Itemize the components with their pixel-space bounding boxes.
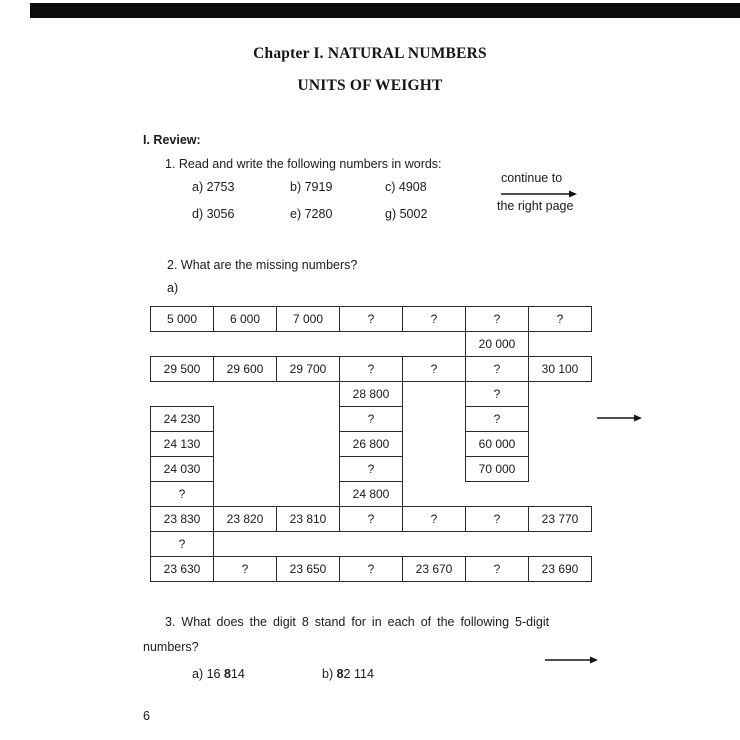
table-cell: 23 670 [403,557,466,582]
task2-label: 2. What are the missing numbers? [167,258,358,272]
section-title: UNITS OF WEIGHT [297,77,443,94]
table-cell-empty [277,382,340,407]
table-cell-empty [277,407,340,432]
table-cell: ? [466,307,529,332]
table-cell: 6 000 [214,307,277,332]
task1-label: 1. Read and write the following numbers in words: [165,157,442,171]
task1-item-d: d) 3056 [192,207,235,221]
table-row [151,457,592,482]
task3-item-a [192,666,245,682]
table-cell-empty [403,407,466,432]
right-arrow-icon [597,412,643,424]
task3-line1: 3. What does the digit 8 stand for in each of the following 5-digit [165,615,550,629]
table-cell-empty [151,382,214,407]
item-a-prefix: a) 16 [192,667,224,681]
table-cell-empty [529,457,592,482]
table-cell: 70 000 [466,457,529,482]
table-cell-empty [214,407,277,432]
item-b-prefix: b) [322,667,337,681]
review-heading: I. Review: [143,133,201,147]
table-cell-empty [277,332,340,357]
table-cell-empty [403,332,466,357]
table-row [151,382,592,407]
item-b-suffix: 2 114 [343,667,374,681]
table-cell: 29 600 [214,357,277,382]
table-cell-empty [529,407,592,432]
table-row [151,332,592,357]
missing-numbers-table [150,306,592,582]
table-cell: 26 800 [340,432,403,457]
task1-item-g: g) 5002 [385,207,428,221]
table-cell-empty [214,532,277,557]
margin-note-line2: the right page [497,199,574,213]
table-cell: 24 230 [151,407,214,432]
table-cell: ? [466,357,529,382]
table-cell: 7 000 [277,307,340,332]
table-cell: ? [466,382,529,407]
task1-item-b: b) 7919 [290,180,333,194]
table-cell: 20 000 [466,332,529,357]
table-cell: ? [340,507,403,532]
item-a-bold-digit: 8 [223,667,231,681]
table-cell: ? [340,307,403,332]
table-cell-empty [529,432,592,457]
table-cell: 29 500 [151,357,214,382]
table-cell: ? [340,407,403,432]
table-cell: ? [403,307,466,332]
table-cell: ? [466,407,529,432]
table-cell-empty [529,332,592,357]
table-cell: ? [340,357,403,382]
table-cell: ? [340,557,403,582]
table-cell: ? [403,357,466,382]
table-row [151,357,592,382]
table-cell: ? [403,507,466,532]
table-row [151,482,592,507]
table-row [151,432,592,457]
table-cell-empty [403,532,466,557]
table-row [151,532,592,557]
table-cell-empty [340,332,403,357]
table-row [151,507,592,532]
table-cell: 23 830 [151,507,214,532]
table-row [151,307,592,332]
table-cell: 60 000 [466,432,529,457]
table-cell-empty [403,457,466,482]
table-cell: ? [529,307,592,332]
table-cell-empty [277,432,340,457]
table-cell-empty [529,532,592,557]
table-cell: 24 030 [151,457,214,482]
table-row [151,407,592,432]
table-cell: ? [151,482,214,507]
table-cell-empty [466,532,529,557]
table-cell-empty [214,432,277,457]
item-b-bold-digit: 8 [336,667,344,681]
table-cell: 23 770 [529,507,592,532]
task2-sublabel: a) [167,281,179,295]
table-row [151,557,592,582]
table-cell: 23 820 [214,507,277,532]
table-cell: 29 700 [277,357,340,382]
table-cell-empty [151,332,214,357]
chapter-title: Chapter I. NATURAL NUMBERS [253,45,487,62]
table-body [151,307,592,582]
item-a-suffix: 14 [230,667,245,681]
table-cell-empty [214,382,277,407]
table-cell-empty [214,482,277,507]
table-cell: ? [151,532,214,557]
task3-line2: numbers? [143,640,199,654]
margin-note-line1: continue to [501,171,563,185]
page-number: 6 [143,709,150,723]
table-cell-empty [529,382,592,407]
task1-item-c: c) 4908 [385,180,427,194]
table-cell: 5 000 [151,307,214,332]
table-cell: 30 100 [529,357,592,382]
table-cell: ? [340,457,403,482]
task1-item-e: e) 7280 [290,207,333,221]
scan-artifact-bar [30,3,740,18]
table-cell: ? [466,507,529,532]
table-cell: 24 800 [340,482,403,507]
table-cell-empty [277,482,340,507]
table-cell: 23 650 [277,557,340,582]
table-cell-empty [403,432,466,457]
table-cell: 23 690 [529,557,592,582]
table-cell-empty [403,482,466,507]
table-cell-empty [403,382,466,407]
table-cell-empty [529,482,592,507]
right-arrow-icon [545,654,599,666]
table-cell: 23 630 [151,557,214,582]
table-cell-empty [214,332,277,357]
table-cell: ? [214,557,277,582]
task1-item-a: a) 2753 [192,180,235,194]
task3-item-b [322,666,374,682]
table-cell-empty [277,457,340,482]
table-cell: 23 810 [277,507,340,532]
table-cell: ? [466,557,529,582]
table-cell-empty [466,482,529,507]
table-cell-empty [277,532,340,557]
table-cell: 24 130 [151,432,214,457]
table-cell-empty [340,532,403,557]
table-cell: 28 800 [340,382,403,407]
table-cell-empty [214,457,277,482]
